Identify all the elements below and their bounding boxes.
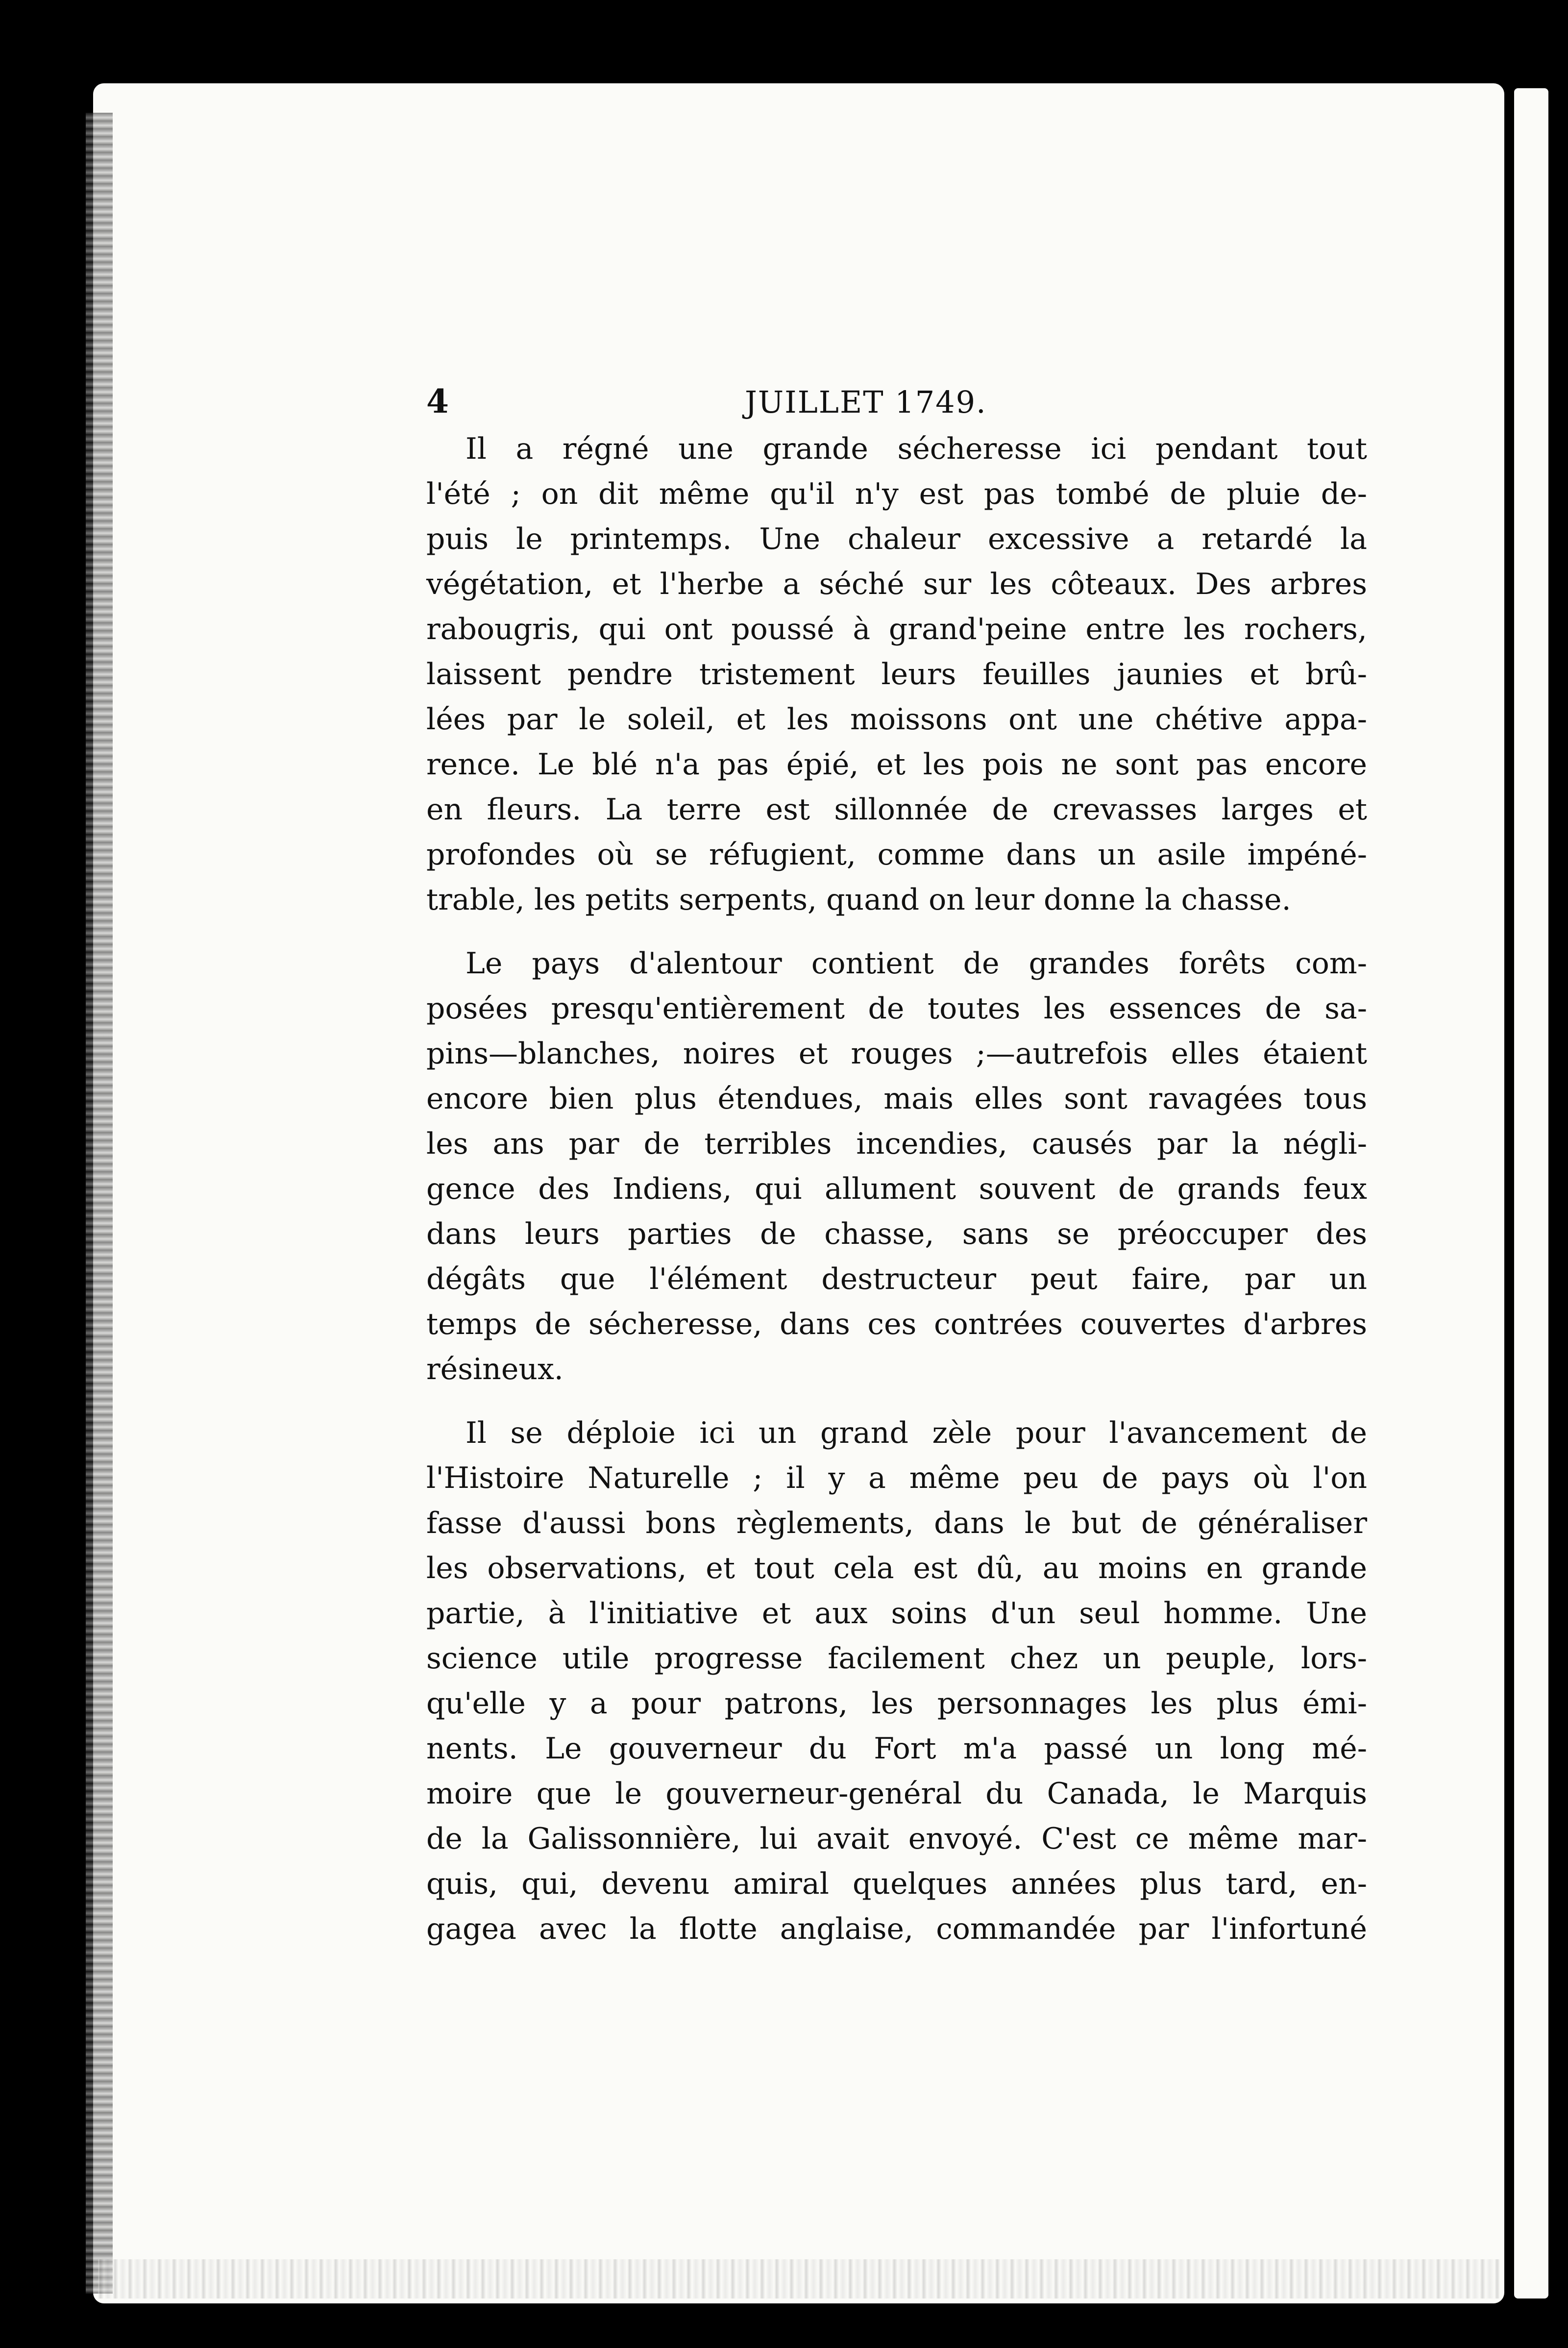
text-line: les observations, et tout cela est dû, au moins en grande	[426, 1551, 1367, 1585]
paragraph	[426, 1410, 1367, 1952]
text-line: végétation, et l'herbe a séché sur les côteaux. Des arbres	[426, 567, 1367, 601]
text-line: l'Histoire Naturelle ; il y a même peu de pays où l'on	[426, 1461, 1367, 1495]
text-line: lées par le soleil, et les moissons ont une chétive appa-	[426, 702, 1367, 737]
text-line: Le pays d'alentour contient de grandes forêts com-	[466, 946, 1367, 981]
text-line: rence. Le blé n'a pas épié, et les pois ne sont pas encore	[426, 747, 1367, 782]
text-line: partie, à l'initiative et aux soins d'un seul homme. Une	[426, 1596, 1367, 1631]
text-line: Il se déploie ici un grand zèle pour l'avancement de	[466, 1416, 1367, 1450]
text-line: de la Galissonnière, lui avait envoyé. C'est ce même mar-	[426, 1822, 1367, 1856]
text-line: temps de sécheresse, dans ces contrées couvertes d'arbres	[426, 1307, 1367, 1341]
binding-edge-noise	[86, 113, 113, 2294]
text-line: dégâts que l'élément destructeur peut faire, par un	[426, 1262, 1367, 1296]
text-line: les ans par de terribles incendies, causés par la négli-	[426, 1127, 1367, 1161]
text-line: quis, qui, devenu amiral quelques années plus tard, en-	[426, 1867, 1367, 1901]
adjacent-page-edge	[1514, 88, 1548, 2299]
text-line: fasse d'aussi bons règlements, dans le but de généraliser	[426, 1506, 1367, 1540]
text-line: gence des Indiens, qui allument souvent de grands feux	[426, 1172, 1367, 1206]
text-line: posées presqu'entièrement de toutes les essences de sa-	[426, 991, 1367, 1026]
bottom-edge-noise	[98, 2259, 1499, 2299]
running-title: JUILLET 1749.	[745, 384, 987, 420]
text-line: pins—blanches, noires et rouges ;—autrefois elles étaient	[426, 1037, 1367, 1071]
text-line: encore bien plus étendues, mais elles sont ravagées tous	[426, 1082, 1367, 1116]
text-line: l'été ; on dit même qu'il n'y est pas tombé de pluie de-	[426, 477, 1367, 511]
running-head	[426, 382, 1367, 426]
text-line: en fleurs. La terre est sillonnée de crevasses larges et	[426, 792, 1367, 827]
text-line: moire que le gouverneur-genéral du Canada, le Marquis	[426, 1777, 1367, 1811]
text-line: dans leurs parties de chasse, sans se préoccuper des	[426, 1217, 1367, 1251]
text-line: profondes où se réfugient, comme dans un asile impéné-	[426, 838, 1367, 872]
text-line: trable, les petits serpents, quand on leur donne la chasse.	[426, 883, 1291, 917]
text-line: science utile progresse facilement chez un peuple, lors-	[426, 1641, 1367, 1676]
text-line: rabougris, qui ont poussé à grand'peine entre les rochers,	[426, 612, 1367, 646]
text-line: Il a régné une grande sécheresse ici pendant tout	[466, 432, 1367, 466]
text-line: laissent pendre tristement leurs feuilles jaunies et brû-	[426, 657, 1367, 692]
text-line: qu'elle y a pour patrons, les personnages les plus émi-	[426, 1686, 1367, 1721]
text-block	[426, 382, 1367, 1952]
paragraph	[426, 941, 1367, 1392]
text-line: gagea avec la flotte anglaise, commandée par l'infortuné	[426, 1912, 1367, 1946]
text-line: puis le printemps. Une chaleur excessive a retardé la	[426, 522, 1367, 556]
text-line: nents. Le gouverneur du Fort m'a passé un long mé-	[426, 1731, 1367, 1766]
text-line: résineux.	[426, 1352, 564, 1386]
body-text	[426, 426, 1367, 1952]
paragraph	[426, 426, 1367, 922]
page-number: 4	[426, 382, 450, 420]
